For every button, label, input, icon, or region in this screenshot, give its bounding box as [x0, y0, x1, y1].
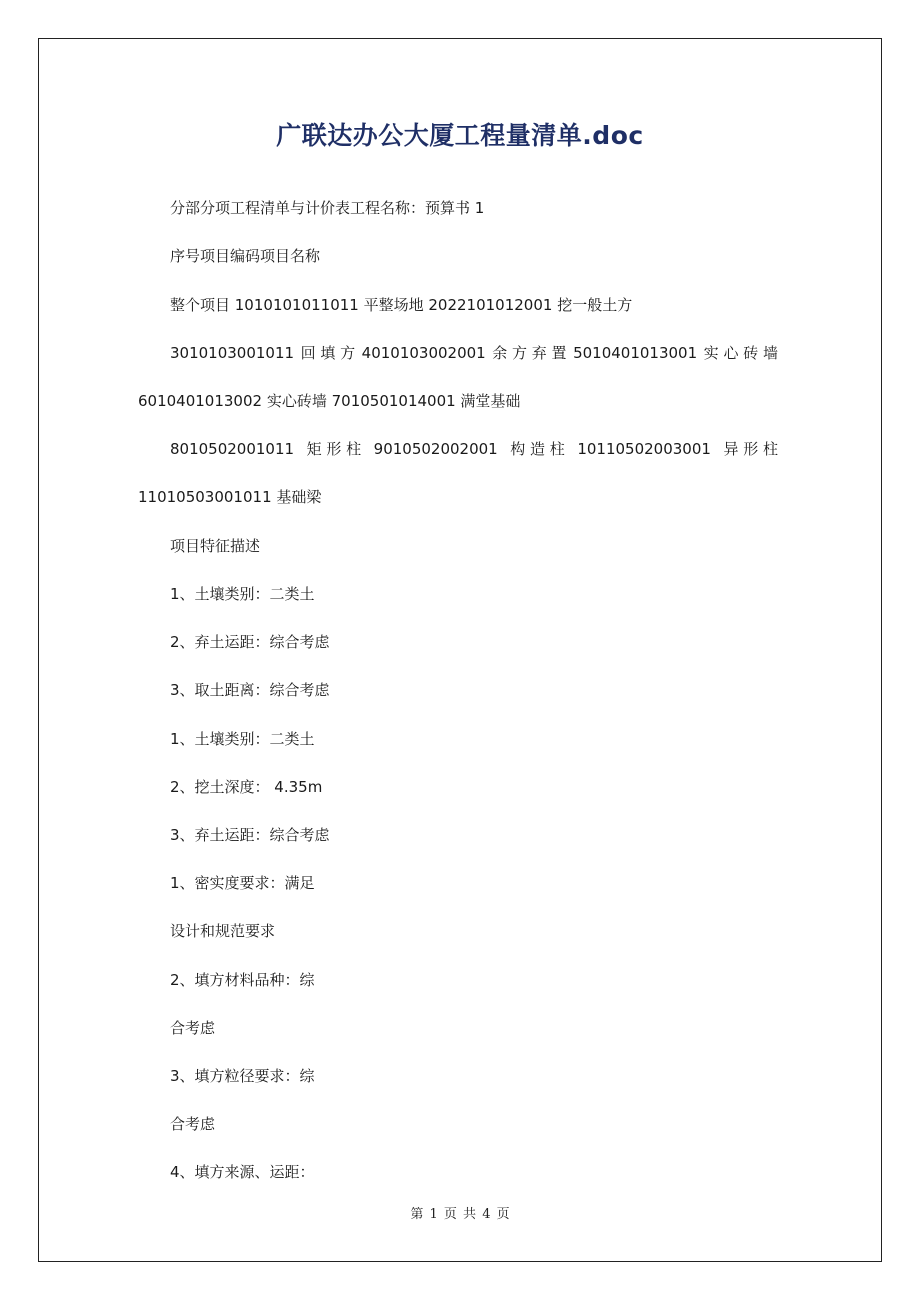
item-code: 8010502001011: [170, 440, 295, 458]
item-code: 3010103001011: [170, 344, 295, 362]
feature-line: 1、密实度要求：满足: [170, 874, 315, 892]
item-code: 4010103002001: [361, 344, 486, 362]
feature-line: 2、填方材料品种：综: [170, 971, 315, 989]
item-name: 实 心 砖 墙: [703, 344, 778, 362]
feature-line: 1、土壤类别：二类土: [170, 730, 315, 748]
item-code: 9010502002001: [373, 440, 498, 458]
feature-line: 合考虑: [170, 1115, 216, 1133]
paragraph-column-headers: 序号项目编码项目名称: [170, 247, 321, 265]
paragraph-items-2: [170, 342, 778, 364]
paragraph-items-1: 整个项目 1010101011011 平整场地 2022101012001 挖一般土方: [170, 296, 633, 314]
page-border: [38, 38, 882, 1262]
item-code: 5010401013001: [573, 344, 698, 362]
paragraph-items-3: 6010401013002 实心砖墙 7010501014001 满堂基础: [138, 392, 521, 410]
feature-line: 设计和规范要求: [170, 922, 276, 940]
item-name: 余 方 弃 置: [492, 344, 567, 362]
item-code: 10110502003001: [577, 440, 711, 458]
paragraph-items-4: [170, 438, 778, 460]
feature-line: 4、填方来源、运距：: [170, 1163, 315, 1181]
feature-line: 3、弃土运距：综合考虑: [170, 826, 330, 844]
feature-line: 1、土壤类别：二类土: [170, 585, 315, 603]
feature-line: 3、填方粒径要求：综: [170, 1067, 315, 1085]
item-name: 构 造 柱: [510, 440, 565, 458]
page-number-footer: 第 1 页 共 4 页: [410, 1207, 510, 1222]
feature-line: 2、挖土深度： 4.35m: [170, 778, 323, 796]
item-name: 异 形 柱: [723, 440, 778, 458]
document-title: 广联达办公大厦工程量清单.doc: [276, 121, 644, 150]
feature-line: 2、弃土运距：综合考虑: [170, 633, 330, 651]
paragraph-items-5: 11010503001011 基础梁: [138, 488, 322, 506]
feature-line: 合考虑: [170, 1019, 216, 1037]
item-name: 回 填 方: [300, 344, 356, 362]
paragraph-project-name: 分部分项工程清单与计价表工程名称：预算书 1: [170, 199, 485, 217]
section-heading-features: 项目特征描述: [170, 537, 261, 555]
item-name: 矩 形 柱: [306, 440, 362, 458]
feature-line: 3、取土距离：综合考虑: [170, 681, 330, 699]
